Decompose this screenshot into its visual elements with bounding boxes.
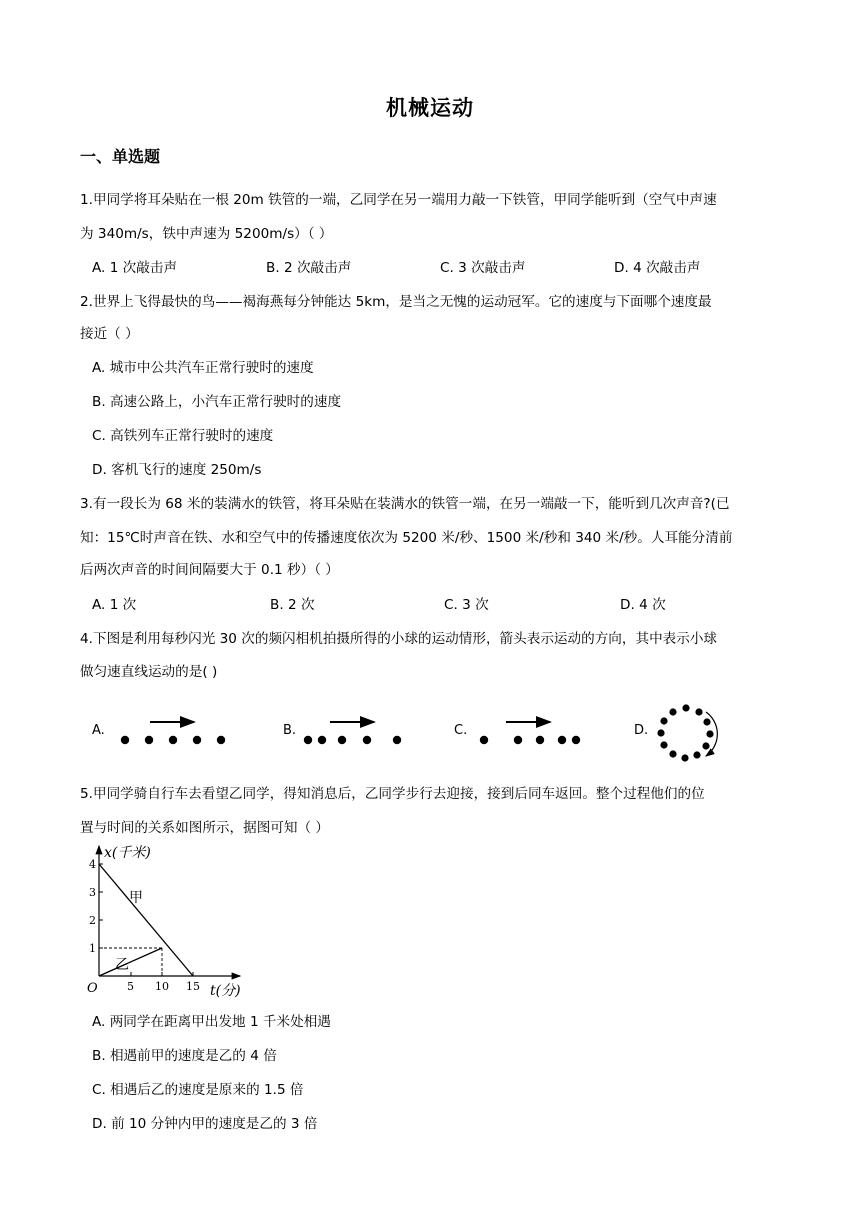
ball	[338, 736, 346, 744]
y-tick-label: 1	[89, 942, 96, 955]
x-axis-label: t(分)	[210, 983, 241, 999]
ball	[193, 736, 201, 744]
q4-option-d-label[interactable]: D.	[634, 723, 649, 738]
q4-text-line1: 4.下图是利用每秒闪光 30 次的频闪相机拍摄所得的小球的运动情形，箭头表示运动的方向，其中表示小球	[80, 631, 718, 647]
q2-option-d[interactable]: D. 客机飞行的速度 250m/s	[92, 462, 262, 478]
ball	[572, 736, 580, 744]
ball	[536, 736, 544, 744]
q3-text-line3: 后两次声音的时间间隔要大于 0.1 秒）（ ）	[80, 562, 339, 578]
q4-option-a-label[interactable]: A.	[92, 723, 105, 738]
y-tick-label: 2	[89, 914, 96, 927]
q4-figure-b	[304, 722, 401, 744]
q3-option-c[interactable]: C. 3 次	[444, 597, 489, 613]
ball	[145, 736, 153, 744]
ball	[217, 736, 225, 744]
q2-option-a[interactable]: A. 城市中公共汽车正常行驶时的速度	[92, 360, 314, 376]
q4-option-b-label[interactable]: B.	[283, 723, 297, 738]
q2-text-line2: 接近（ ）	[80, 326, 139, 342]
q3-option-a[interactable]: A. 1 次	[92, 597, 137, 613]
q4-figure-d	[657, 704, 717, 761]
label-yi: 乙	[115, 957, 129, 973]
q3-option-b[interactable]: B. 2 次	[270, 597, 315, 613]
q1-text-line1: 1.甲同学将耳朵贴在一根 20m 铁管的一端，乙同学在另一端用力敲一下铁管，甲同学能听到（空气中声速	[80, 192, 717, 208]
ball	[514, 736, 522, 744]
q1-option-a[interactable]: A. 1 次敲击声	[92, 260, 178, 276]
label-jia: 甲	[129, 890, 143, 906]
q4-strobe-figures	[0, 700, 860, 770]
ball	[169, 736, 177, 744]
q5-option-c[interactable]: C. 相遇后乙的速度是原来的 1.5 倍	[92, 1082, 304, 1098]
q5-text-line2: 置与时间的关系如图所示，据图可知（ ）	[80, 820, 330, 836]
x-tick-label: 10	[155, 980, 169, 993]
page-title: 机械运动	[386, 96, 474, 120]
q2-option-c[interactable]: C. 高铁列车正常行驶时的速度	[92, 428, 274, 444]
y-tick-label: 4	[89, 858, 96, 871]
ball	[480, 736, 488, 744]
q5-position-time-graph	[82, 838, 252, 1003]
q4-figure-c	[480, 722, 580, 744]
q4-option-c-label[interactable]: C.	[454, 723, 468, 738]
q5-option-d[interactable]: D. 前 10 分钟内甲的速度是乙的 3 倍	[92, 1116, 318, 1132]
origin-label: O	[87, 981, 98, 996]
line-yi	[99, 948, 162, 976]
q2-text-line1: 2.世界上飞得最快的鸟——褐海燕每分钟能达 5km，是当之无愧的运动冠军。它的速度与下面哪个速度最	[80, 294, 712, 310]
ball	[363, 736, 371, 744]
q4-figure-a	[121, 722, 225, 744]
q3-text-line2: 知：15℃时声音在铁、水和空气中的传播速度依次为 5200 米/秒、1500 米/秒和 340 米/秒。人耳能分清前	[80, 530, 733, 546]
ball	[318, 736, 326, 744]
section-heading: 一、单选题	[80, 147, 161, 166]
q1-option-c[interactable]: C. 3 次敲击声	[440, 260, 526, 276]
ball	[121, 736, 129, 744]
q2-option-b[interactable]: B. 高速公路上，小汽车正常行驶时的速度	[92, 394, 342, 410]
q1-text-line2: 为 340m/s，铁中声速为 5200m/s）（ ）	[80, 226, 333, 242]
y-axis-label: x(千米)	[104, 845, 151, 861]
q3-text-line1: 3.有一段长为 68 米的装满水的铁管，将耳朵贴在装满水的铁管一端，在另一端敲一下，能听到几次声音?(已	[80, 496, 730, 512]
ball	[393, 736, 401, 744]
q1-option-b[interactable]: B. 2 次敲击声	[266, 260, 352, 276]
x-tick-label: 15	[186, 980, 200, 993]
q5-text-line1: 5.甲同学骑自行车去看望乙同学，得知消息后，乙同学步行去迎接，接到后同车返回。整个过程他们的位	[80, 786, 705, 802]
x-tick-label: 5	[127, 980, 134, 993]
ball	[304, 736, 312, 744]
line-jia	[99, 864, 193, 976]
q4-text-line2: 做匀速直线运动的是( )	[80, 664, 218, 680]
y-tick-label: 3	[89, 886, 96, 899]
q1-option-d[interactable]: D. 4 次敲击声	[614, 260, 701, 276]
q5-option-b[interactable]: B. 相遇前甲的速度是乙的 4 倍	[92, 1048, 277, 1064]
q5-option-a[interactable]: A. 两同学在距离甲出发地 1 千米处相遇	[92, 1014, 331, 1030]
q3-option-d[interactable]: D. 4 次	[620, 597, 666, 613]
ball	[558, 736, 566, 744]
